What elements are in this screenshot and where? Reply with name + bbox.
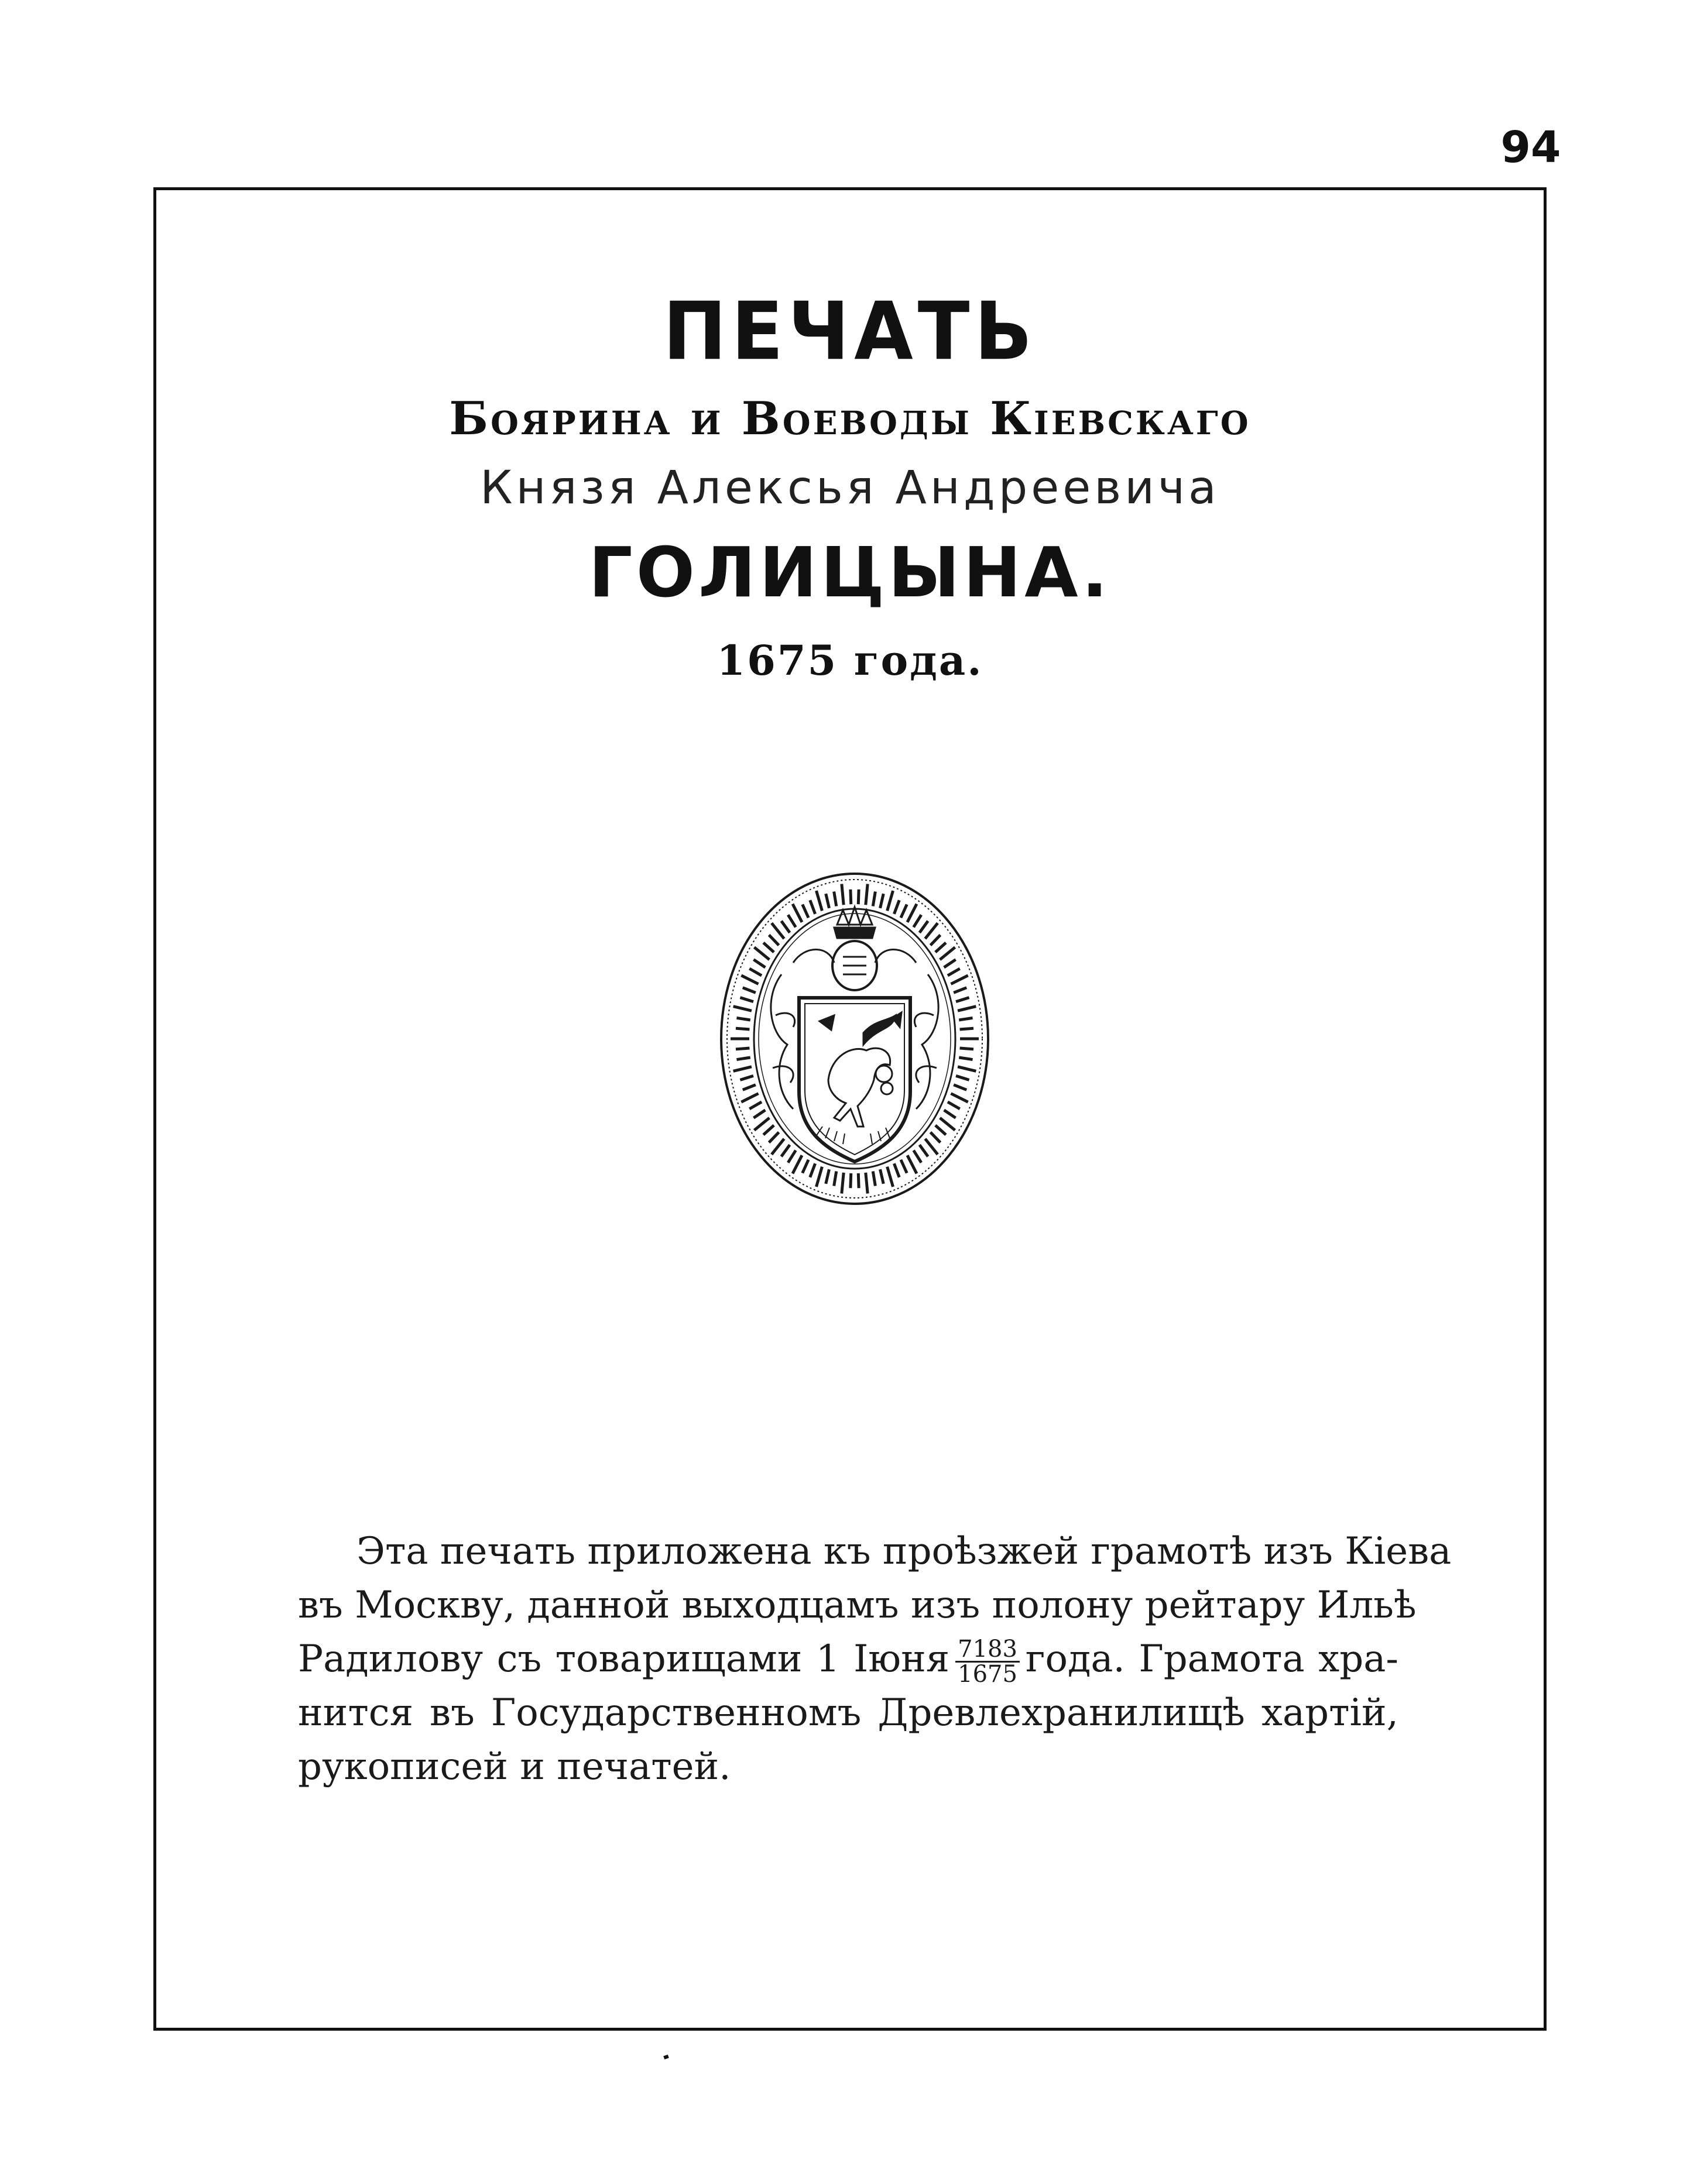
seal-inscription-glyph: [894, 900, 899, 914]
seal-inscription-glyph: [842, 884, 844, 905]
title-year: 1675 года.: [716, 636, 983, 685]
seal-inscription-glyph: [803, 904, 808, 918]
seal-inscription-glyph: [873, 1172, 875, 1186]
seal-inscription-glyph: [793, 1155, 802, 1173]
seal-inscription-glyph: [769, 935, 779, 946]
seal-inscription-glyph: [873, 892, 875, 906]
seal-inscription-glyph: [948, 1102, 960, 1109]
seal-inscription-glyph: [951, 1094, 968, 1103]
seal-inscription-glyph: [959, 1018, 972, 1020]
seal-inscription-glyph: [741, 976, 758, 984]
caption-line: въ Москву, данной выходцамъ изъ полону рейтару Ильѣ: [298, 1584, 1417, 1627]
date-fraction: [955, 1637, 1020, 1686]
seal-inscription-glyph: [754, 947, 769, 960]
seal-inscription-glyph: [935, 943, 946, 952]
seal-inscription-glyph: [914, 1151, 921, 1163]
seal-inscription-glyph: [749, 969, 762, 976]
seal-inscription-glyph: [880, 1169, 884, 1184]
seal-inscription-glyph: [914, 915, 921, 927]
seal-inscription-glyph: [920, 921, 928, 933]
fraction-numerator: 7183: [955, 1637, 1020, 1663]
caption-text: Радилову съ товарищами 1 Іюня: [298, 1637, 950, 1681]
seal-inscription-glyph: [810, 1163, 815, 1177]
title-surname: ГОЛИЦЫНА.: [588, 532, 1112, 613]
title-name: Князя Алексья Андреевича: [480, 462, 1220, 514]
seal-inscription-glyph: [741, 1094, 758, 1103]
seal-inscription-glyph: [940, 1118, 955, 1130]
seal-inscription-glyph: [956, 1076, 969, 1080]
seal-inscription-glyph: [907, 904, 917, 922]
seal-inscription-glyph: [740, 998, 753, 1002]
seal-inscription-glyph: [960, 1028, 973, 1029]
caption-line: нится въ Государственномъ Древлехранилищѣ хартій,: [298, 1691, 1398, 1735]
seal-inscription-glyph: [743, 1085, 756, 1090]
seal-inscription-glyph: [834, 1172, 836, 1186]
seal-inscription-glyph: [866, 1173, 868, 1194]
seal-inscription-glyph: [826, 1169, 829, 1184]
seal-inscription-glyph: [763, 1125, 774, 1135]
seal-inscription-glyph: [763, 943, 774, 952]
seal-inscription-glyph: [754, 1118, 769, 1130]
seal-inscription-glyph: [743, 988, 756, 993]
seal-inscription-glyph: [935, 1125, 946, 1135]
title-block: [156, 284, 1544, 685]
seal-inscription-glyph: [772, 923, 784, 939]
seal-inscription-glyph: [956, 998, 969, 1002]
caption-line: [298, 1632, 1398, 1686]
seal-inscription-glyph: [736, 1057, 750, 1060]
seal-inscription-glyph: [781, 1145, 790, 1156]
seal-inscription-glyph: [944, 1110, 956, 1118]
title-rank: Боярина и Воеводы Кіевскаго: [449, 392, 1251, 445]
seal-inscription-glyph: [733, 1067, 752, 1071]
caption-line: Эта печать приложена къ проѣзжей грамотѣ изъ Кіева: [356, 1530, 1452, 1573]
seal-inscription-glyph: [769, 1132, 779, 1143]
seal-inscription-glyph: [733, 1007, 752, 1011]
seal-inscription-glyph: [772, 1139, 784, 1155]
seal-inscription-glyph: [887, 891, 893, 911]
seal-inscription-glyph: [740, 1076, 753, 1080]
seal-inscription-glyph: [736, 1018, 750, 1020]
seal-inscription-glyph: [788, 915, 796, 927]
seal-inscription-glyph: [842, 1173, 844, 1194]
seal-inscription-glyph: [958, 1067, 976, 1071]
seal-inscription-glyph: [901, 1160, 907, 1173]
seal-inscription-glyph: [960, 1048, 973, 1049]
page-frame: [153, 187, 1547, 2031]
seal-inscription-glyph: [788, 1151, 796, 1163]
seal-inscription-glyph: [753, 1110, 765, 1118]
seal-inscription-glyph: [951, 976, 968, 984]
seal-inscription-glyph: [803, 1160, 808, 1173]
caption-paragraph: [298, 1524, 1452, 1794]
seal-inscription-glyph: [958, 1007, 976, 1011]
seal-inscription-glyph: [749, 1102, 762, 1109]
caption-line: рукописей и печатей.: [298, 1745, 731, 1788]
seal-inscription-glyph: [920, 1145, 928, 1156]
caption-text: года. Грамота хра-: [1025, 1637, 1399, 1681]
seal-inscription-glyph: [834, 892, 836, 906]
seal-inscription-glyph: [816, 891, 822, 911]
seal-inscription-glyph: [887, 1167, 893, 1187]
seal-inscription-glyph: [858, 890, 859, 904]
seal-inscription-glyph: [954, 1085, 966, 1090]
page-title: ПЕЧАТЬ: [663, 284, 1037, 378]
seal-inscription-glyph: [940, 947, 955, 960]
seal-inscription-glyph: [810, 900, 815, 914]
page-number: 94: [1500, 122, 1561, 173]
seal-inscription-glyph: [736, 1048, 749, 1049]
seal-inscription-glyph: [894, 1163, 899, 1177]
seal-inscription-glyph: [925, 923, 937, 939]
seal-inscription-glyph: [826, 894, 829, 908]
ink-speck: [663, 2055, 669, 2059]
fraction-denominator: 1675: [958, 1661, 1017, 1688]
seal-inscription-glyph: [793, 904, 802, 922]
seal-inscription-glyph: [866, 884, 868, 905]
seal-inscription-glyph: [880, 894, 884, 908]
seal-inscription-glyph: [907, 1155, 917, 1173]
seal-inscription-glyph: [954, 988, 966, 993]
seal-inscription-glyph: [930, 935, 940, 946]
seal-inscription-glyph: [753, 960, 765, 967]
seal-inscription-glyph: [959, 1057, 972, 1060]
seal-inscription-glyph: [948, 969, 960, 976]
seal-inscription-glyph: [781, 921, 790, 933]
seal-coat-of-arms-icon: [717, 869, 992, 1208]
seal-inscription-glyph: [930, 1132, 940, 1143]
seal-inscription-glyph: [925, 1139, 937, 1155]
seal-inscription-glyph: [816, 1167, 822, 1187]
seal-inscription-glyph: [736, 1028, 749, 1029]
seal-inscription-glyph: [944, 960, 956, 967]
seal-inscription-glyph: [901, 904, 907, 918]
seal-inscription-glyph: [858, 1173, 859, 1188]
